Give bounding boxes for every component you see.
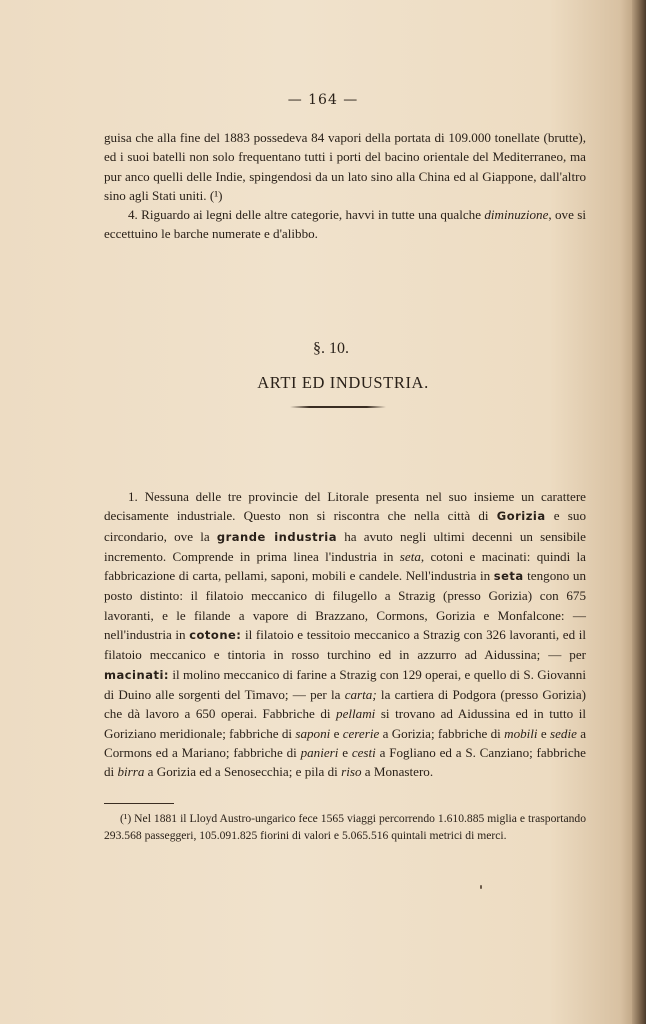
- intro-paragraph-1: [104, 128, 586, 205]
- section-number: §. 10.: [313, 340, 349, 357]
- body-text-run: e: [330, 725, 343, 741]
- bold-term: cotone:: [189, 628, 242, 643]
- paper-speck: [480, 885, 482, 889]
- body-text-run: a Gorizia ed a Senosecchia; e pila di: [144, 764, 342, 780]
- intro-p2-tail: , ove si eccettuino le barche numerate e d'alibbo.: [104, 207, 586, 242]
- italic-term: birra: [117, 764, 145, 780]
- footnote: [104, 810, 586, 844]
- body-text-run: il molino meccanico di farine a Strazig con 129 operai, e quello di S. Giovanni di Duino alle sorgenti del Timavo; — per la: [104, 666, 586, 702]
- title-divider: [290, 406, 386, 408]
- body-text-run: e: [338, 744, 352, 760]
- italic-term: diminuzione: [484, 207, 549, 223]
- footnote-text: (¹) Nel 1881 il Lloyd Austro-ungarico fece 1565 viaggi percorrendo 1.610.885 miglia e trasportando 293.568 passeggeri, 105.091.825 fiorini di valori e 5.065.516 quintali metrici di merci.: [104, 812, 586, 842]
- body-text-run: a Fogliano ed a S. Canziano; fabbriche di: [104, 744, 586, 780]
- bold-term: macinati:: [104, 667, 169, 682]
- body-text-run: a Gorizia; fabbriche di: [379, 725, 505, 741]
- body-text-run: il filatoio e tessitoio meccanico a Strazig con 326 lavoranti, ed il filatoio meccanico e tintoria in rosso turchino ed in azzurro ad Aidussina; — per: [104, 627, 587, 663]
- italic-term: panieri: [300, 744, 339, 760]
- footnote-ref: (¹): [209, 187, 223, 203]
- italic-term: cererie: [342, 725, 380, 741]
- body-text-run: a Monastero.: [361, 764, 434, 780]
- body-text: [104, 487, 586, 781]
- bold-term: Gorizia: [496, 509, 546, 524]
- intro-p1-text: guisa che alla fine del 1883 possedeva 84 vapori della portata di 109.000 tonellate (brutte), ed i suoi batelli non solo frequentano tutti i porti del bacino orientale del Mediterraneo, ma pur anco quelli delle Indie, spingendosi da un lato sino alla China ed al Giappone, dall'altro sino agli Stati uniti.: [104, 130, 586, 203]
- italic-term: saponi: [295, 725, 331, 741]
- body-text-run: la cartiera di Podgora (presso Gorizia) che dà lavoro a 650 operai. Fabbriche di: [104, 686, 586, 722]
- italic-term: pellami: [336, 706, 376, 722]
- body-text-run: e: [537, 725, 550, 741]
- italic-term: riso: [341, 764, 362, 780]
- italic-term: mobili: [504, 725, 538, 741]
- bold-term: seta: [493, 569, 524, 584]
- body-text-run: , cotoni e macinati: quindi la fabbricazione di carta, pellami, saponi, mobili e candele. Nell'industria in: [104, 548, 586, 584]
- italic-term: sedie: [550, 725, 577, 741]
- body-text-run: e suo circondario, ove la: [104, 508, 586, 544]
- page-edge: [632, 0, 646, 1024]
- section-title: ARTI ED INDUSTRIA.: [257, 373, 429, 392]
- page-number: — 164 —: [287, 92, 359, 108]
- body-text-run: ha avuto negli ultimi decenni un sensibile incremento. Comprende in prima linea l'industria in: [104, 528, 586, 564]
- italic-term: seta: [399, 548, 421, 564]
- body-paragraph: [104, 487, 586, 781]
- body-text-run: a Cormons ed a Mariano; fabbriche di: [104, 725, 587, 760]
- italic-term: carta;: [344, 686, 377, 702]
- footnote-divider: [104, 803, 174, 804]
- italic-term: cesti: [351, 744, 376, 760]
- bold-term: grande industria: [216, 529, 337, 544]
- intro-p2-text: 4. Riguardo ai legni delle altre categorie, havvi in tutte una qualche: [128, 207, 485, 223]
- body-text-run: tengono un posto distinto: il filatoio meccanico di filugello a Strazig (presso Gorizia) con 675 lavoranti, e le filande a vapore di Brazzano, Cormons, Gorizia e Monfalcone: — nell'industria in: [104, 568, 586, 643]
- body-text-run: 1. Nessuna delle tre provincie del Litorale presenta nel suo insieme un carattere decisamente industriale. Questo non si riscontra che nella città di: [104, 489, 586, 524]
- intro-text: [104, 128, 586, 244]
- intro-paragraph-2: [104, 205, 586, 244]
- body-text-run: si trovano ad Aidussina ed in tutto il Goriziano meridionale; fabbriche di: [104, 706, 586, 741]
